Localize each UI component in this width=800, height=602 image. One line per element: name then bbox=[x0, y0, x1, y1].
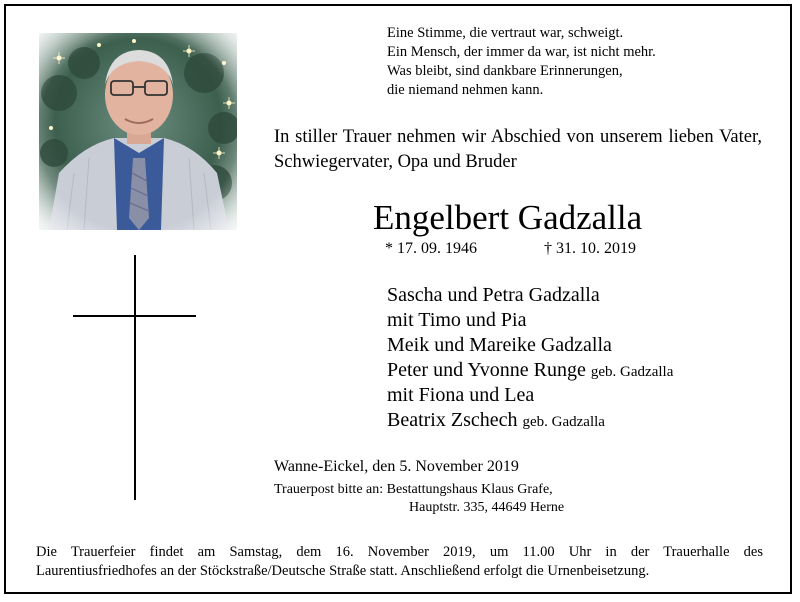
post-line: Trauerpost bitte an: Bestattungshaus Klaus Grafe, bbox=[274, 482, 553, 497]
family-member: Peter und Yvonne Runge geb. Gadzalla bbox=[387, 359, 674, 381]
service-line: Laurentiusfriedhofes an der Stöckstraße/Deutsche Straße statt. Anschließend erfolgt die Urnenbeisetzung. bbox=[36, 563, 650, 579]
maiden-name-note: geb. Gadzalla bbox=[590, 364, 674, 380]
maiden-name-note: geb. Gadzalla bbox=[522, 414, 605, 430]
poem-line: Eine Stimme, die vertraut war, schweigt. bbox=[387, 25, 624, 41]
birth-date: * 17. 09. 1946 bbox=[385, 240, 477, 257]
family-list bbox=[387, 283, 673, 433]
poem-line: Was bleibt, sind dankbare Erinnerungen, bbox=[387, 63, 623, 79]
death-date: † 31. 10. 2019 bbox=[544, 240, 636, 257]
family-member: mit Fiona und Lea bbox=[387, 384, 535, 406]
family-member: Meik und Mareike Gadzalla bbox=[387, 334, 612, 356]
portrait-photo bbox=[39, 33, 237, 230]
family-member: Sascha und Petra Gadzalla bbox=[387, 284, 600, 306]
intro-text: In stiller Trauer nehmen wir Abschied von unserem lieben Vater, Schwiegervater, Opa und Bruder bbox=[274, 127, 762, 172]
service-info bbox=[36, 543, 763, 581]
poem-line: Ein Mensch, der immer da war, ist nicht mehr. bbox=[387, 44, 656, 60]
place-date: Wanne-Eickel, den 5. November 2019 bbox=[274, 458, 519, 475]
poem bbox=[387, 24, 656, 100]
poem-line: die niemand nehmen kann. bbox=[387, 82, 544, 98]
deceased-name: Engelbert Gadzalla bbox=[373, 198, 643, 237]
cross-icon bbox=[134, 255, 136, 500]
service-line: Die Trauerfeier findet am Samstag, dem 16. November 2019, um 11.00 Uhr in der Trauerhalle des bbox=[36, 544, 763, 560]
cross-bar bbox=[73, 315, 196, 317]
post-address bbox=[274, 481, 564, 517]
family-member: Beatrix Zschech geb. Gadzalla bbox=[387, 409, 605, 431]
family-member: mit Timo und Pia bbox=[387, 309, 527, 331]
post-line: Hauptstr. 335, 44649 Herne bbox=[409, 500, 565, 515]
